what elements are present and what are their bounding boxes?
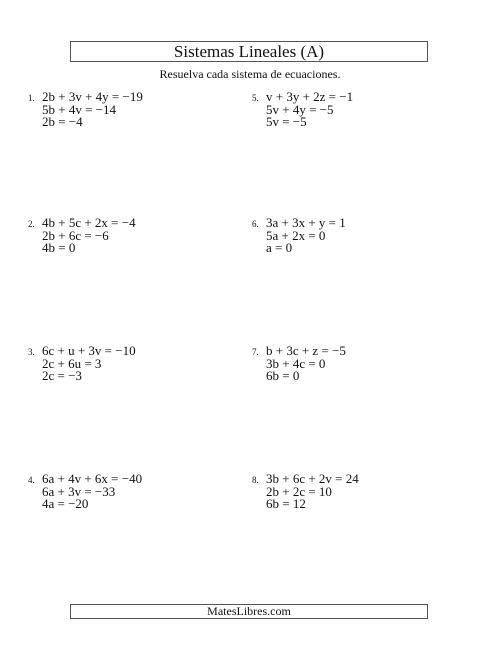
equation: 6a + 4v + 6x = −40	[42, 471, 143, 486]
equation: 2b + 3v + 4y = −19	[42, 89, 143, 104]
footer-box	[70, 604, 428, 619]
equation: 5v = −5	[266, 114, 307, 129]
equation: 6b = 0	[266, 368, 300, 383]
problem-number: 7.	[252, 347, 259, 357]
instructions: Resuelva cada sistema de ecuaciones.	[159, 67, 341, 81]
worksheet-title-box	[70, 41, 428, 62]
problem-number: 6.	[252, 219, 259, 229]
equation: 2c = −3	[42, 368, 82, 383]
problem-number: 3.	[28, 347, 35, 357]
problem-number: 5.	[252, 93, 259, 103]
problem-number: 2.	[28, 219, 35, 229]
equation: 2b + 2c = 10	[266, 483, 332, 499]
equation: v + 3y + 2z = −1	[266, 89, 354, 104]
footer-site-name: MatesLibres.com	[207, 604, 291, 618]
worksheet-title: Sistemas Lineales (A)	[173, 41, 325, 61]
equation: 3b + 6c + 2v = 24	[266, 471, 359, 486]
equation: 5b + 4v = −14	[42, 101, 116, 117]
equation: 3b + 4c = 0	[266, 355, 326, 371]
equation: 3a + 3x + y = 1	[266, 215, 346, 230]
equation: b + 3c + z = −5	[266, 343, 346, 358]
equation: 6b = 12	[266, 496, 306, 511]
equation: 4b + 5c + 2x = −4	[42, 215, 136, 230]
equation: a = 0	[266, 240, 293, 255]
equation: 4a = −20	[42, 496, 89, 511]
problem-number: 1.	[28, 93, 35, 103]
equation: 4b = 0	[42, 240, 76, 255]
equation: 2b + 6c = −6	[42, 227, 109, 243]
equation: 6a + 3v = −33	[42, 483, 116, 499]
equation: 5v + 4y = −5	[266, 101, 334, 117]
equation: 5a + 2x = 0	[266, 227, 326, 243]
equation: 2b = −4	[42, 114, 83, 129]
problem-number: 4.	[28, 475, 35, 485]
equation: 2c + 6u = 3	[42, 355, 102, 371]
problem-number: 8.	[252, 475, 259, 485]
equation: 6c + u + 3v = −10	[42, 343, 136, 358]
